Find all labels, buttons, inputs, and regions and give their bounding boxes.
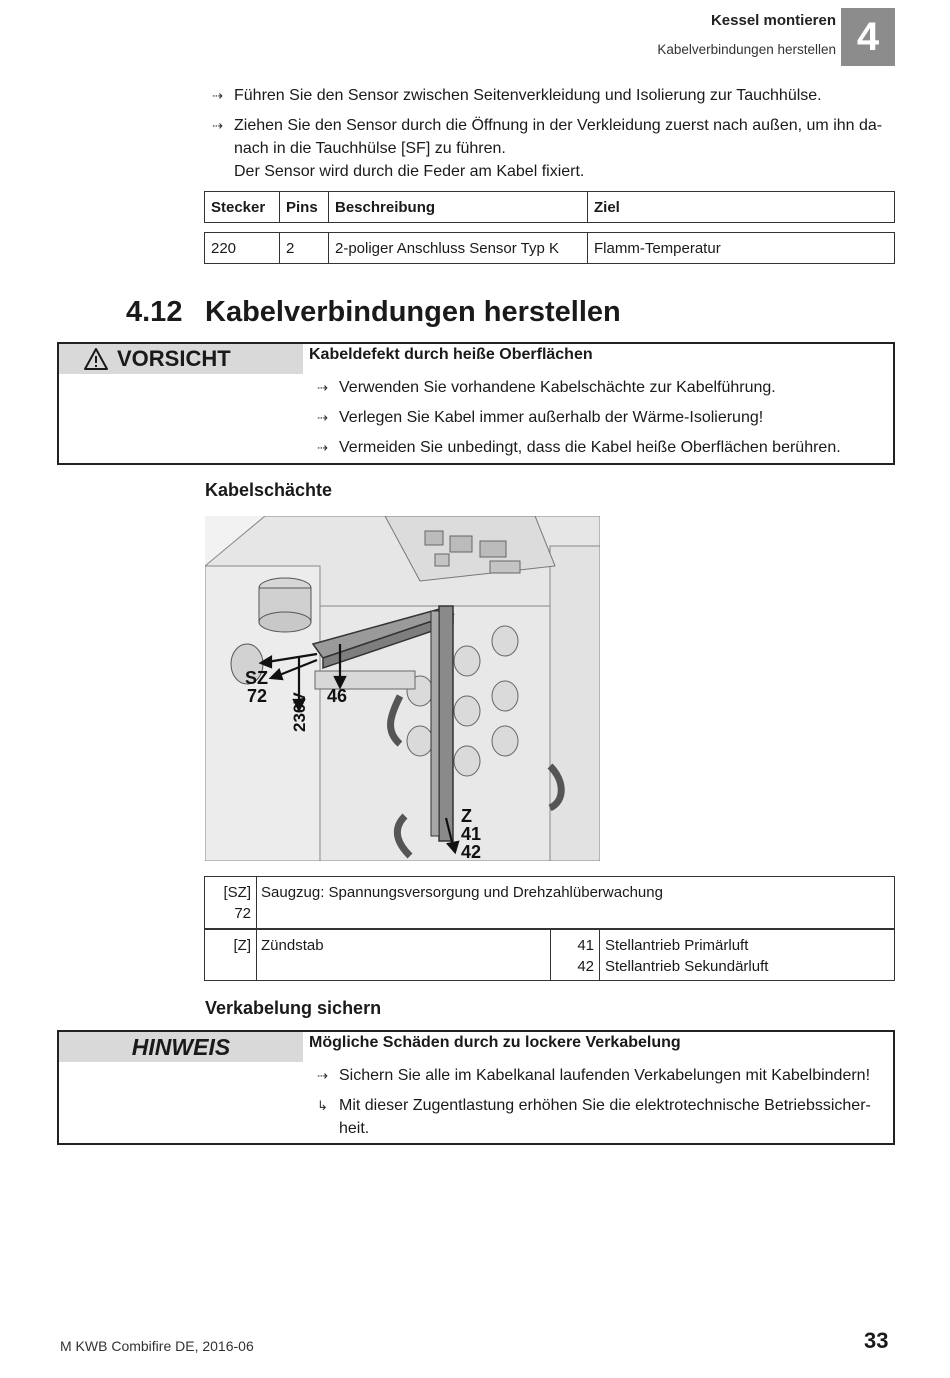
caution-item-text: Verwenden Sie vorhandene Kabelschächte zur Kabelführung. — [339, 379, 776, 396]
divider — [599, 930, 600, 981]
label-46: 46 — [327, 686, 348, 706]
sensor-table-row — [204, 232, 895, 264]
step-item — [212, 114, 883, 137]
caution-item-text: Verlegen Sie Kabel immer außerhalb der Wärme-Isolierung! — [339, 409, 764, 426]
cable-ducts-heading: Kabelschächte — [205, 480, 333, 500]
boiler-cable-duct-illustration — [205, 516, 600, 861]
label-42: 42 — [461, 842, 482, 861]
label-sz: SZ — [245, 668, 269, 688]
caution-label-text: VORSICHT — [117, 346, 231, 371]
arrow-icon: ⇢ — [317, 440, 328, 455]
legend-code: [SZ] — [223, 884, 251, 901]
notice-heading: Mögliche Schäden durch zu lockere Verkabelung — [309, 1034, 681, 1051]
col-header: Pins — [280, 192, 329, 223]
legend-text: Saugzug: Spannungsversorgung und Drehzahlüberwachung — [261, 884, 663, 901]
legend-row-z — [204, 929, 895, 981]
notice-box — [57, 1030, 895, 1145]
divider — [256, 877, 257, 929]
caution-heading: Kabeldefekt durch heiße Oberflächen — [309, 346, 593, 363]
table-cell: 2-poliger Anschluss Sensor Typ K — [329, 233, 588, 264]
legend-number: 72 — [234, 905, 251, 922]
label-z: Z — [461, 806, 472, 826]
step-result: Der Sensor wird durch die Feder am Kabel fixiert. — [234, 163, 585, 180]
notice-result-continued: heit. — [339, 1120, 370, 1137]
table-cell: Flamm-Temperatur — [588, 233, 895, 264]
warning-triangle-icon — [83, 347, 109, 371]
arrow-icon: ⇢ — [317, 380, 328, 395]
legend-number: 42 — [577, 958, 594, 975]
col-header: Beschreibung — [329, 192, 588, 223]
legend-text: Zündstab — [261, 937, 324, 954]
legend-text: Stellantrieb Primärluft — [605, 937, 749, 954]
caution-item — [317, 406, 764, 429]
arrow-icon: ⇢ — [317, 1068, 328, 1083]
caution-item-text: Vermeiden Sie unbedingt, dass die Kabel heiße Oberflächen berühren. — [339, 439, 841, 456]
sensor-table-header — [204, 191, 895, 223]
arrow-icon: ⇢ — [212, 88, 223, 103]
step-text: Ziehen Sie den Sensor durch die Öffnung in der Verkleidung zuerst nach außen, um ihn da- — [234, 117, 883, 134]
table-cell: 220 — [205, 233, 280, 264]
step-item — [212, 84, 822, 107]
caution-item — [317, 436, 841, 459]
table-cell: 2 — [280, 233, 329, 264]
step-text-continued: nach in die Tauchhülse [SF] zu führen. — [234, 140, 506, 157]
notice-item — [317, 1064, 871, 1087]
section-title: Kabelverbindungen herstellen — [205, 296, 621, 328]
chapter-title: Kessel montieren — [710, 12, 836, 29]
notice-result-text: Mit dieser Zugentlastung erhöhen Sie die elektrotechnische Betriebssicher- — [339, 1097, 871, 1114]
section-number: 4.12 — [126, 296, 183, 328]
result-arrow-icon: ↳ — [317, 1098, 328, 1113]
legend-number: 41 — [577, 937, 594, 954]
col-header: Stecker — [205, 192, 280, 223]
col-header: Ziel — [588, 192, 895, 223]
step-text: Führen Sie den Sensor zwischen Seitenverkleidung und Isolierung zur Tauchhülse. — [234, 87, 822, 104]
label-230v: 230V — [290, 692, 309, 732]
caution-item — [317, 376, 776, 399]
legend-text: Stellantrieb Sekundärluft — [605, 958, 769, 975]
chapter-number-badge: 4 — [841, 8, 895, 66]
section-running-title: Kabelverbindungen herstellen — [657, 42, 836, 57]
secure-wiring-heading: Verkabelung sichern — [205, 998, 382, 1018]
divider — [256, 930, 257, 981]
page-number: 33 — [864, 1328, 889, 1353]
notice-item-text: Sichern Sie alle im Kabelkanal laufenden Verkabelungen mit Kabelbindern! — [339, 1067, 871, 1084]
arrow-icon: ⇢ — [212, 118, 223, 133]
legend-row-sz — [204, 876, 895, 929]
legend-code: [Z] — [233, 937, 251, 954]
notice-label: HINWEIS — [59, 1032, 303, 1062]
document-id: M KWB Combifire DE, 2016-06 — [60, 1338, 254, 1354]
label-41: 41 — [461, 824, 482, 844]
label-72: 72 — [247, 686, 268, 706]
caution-label — [59, 344, 303, 374]
notice-result — [317, 1094, 871, 1117]
arrow-icon: ⇢ — [317, 410, 328, 425]
caution-box — [57, 342, 895, 465]
